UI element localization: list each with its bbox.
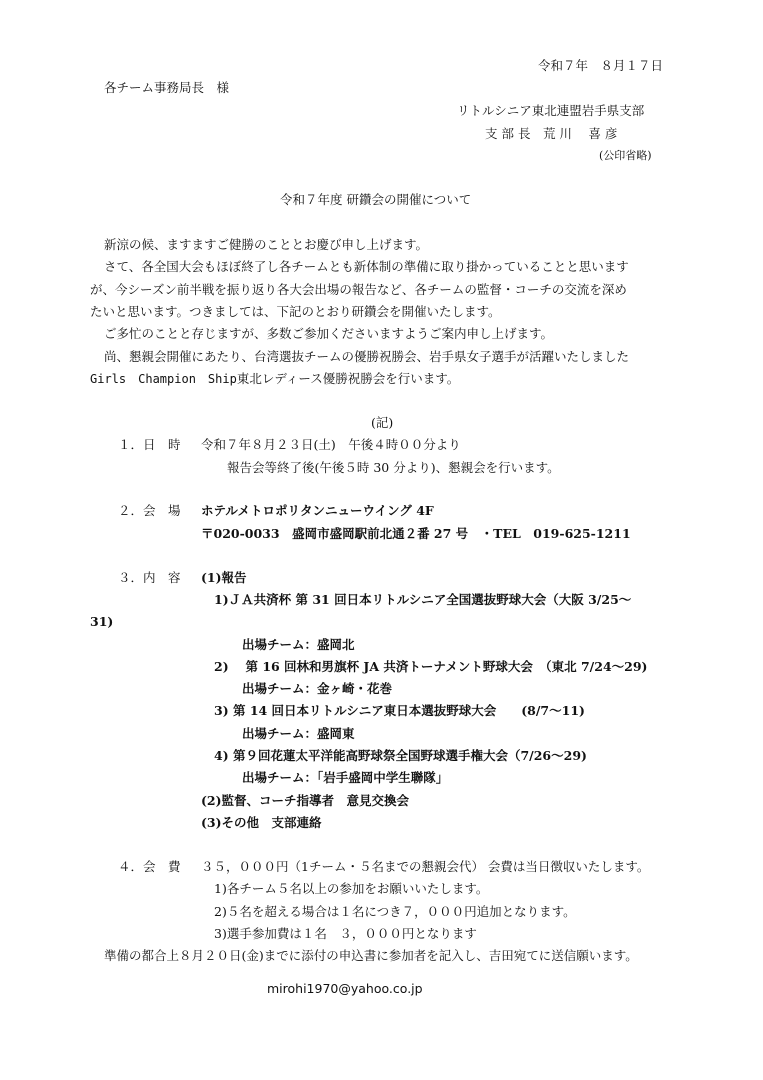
fee-note-2: 2)５名を超える場合は１名につき７，０００円追加となります。 — [214, 904, 576, 919]
tournament-4: 4) 第９回花蓮太平洋能高野球祭全国野球選手権大会（7/26～29) — [214, 748, 587, 763]
seal-note: (公印省略) — [599, 149, 652, 162]
sender-name: 支 部 長 荒 川 喜 彦 — [485, 126, 618, 141]
body-line-7-text: 東北レディース優勝祝勝会を行います。 — [236, 371, 460, 386]
item-content-label: ３．内 容 — [118, 570, 181, 585]
tournament-1-cont: 31) — [90, 614, 114, 629]
ki-heading: (記) — [371, 415, 394, 430]
tournament-1: 1)ＪＡ共済杯 第 31 回日本リトルシニア全国選抜野球大会（大阪 3/25～ — [214, 592, 632, 607]
tournament-1-team: 出場チーム：盛岡北 — [242, 637, 355, 652]
item-venue-line2: 〒020-0033 盛岡市盛岡駅前北通２番 27 号 ・TEL 019-625-1211 — [201, 526, 631, 541]
body-line-3: が、今シーズン前半戦を振り返り各大会出場の報告など、各チームの監督・コーチの交流を深め — [90, 282, 627, 297]
tournament-4-team: 出場チーム：｢岩手盛岡中学生聯隊｣ — [242, 770, 443, 785]
item-date-line2: 報告会等終了後(午後５時 30 分より)、懇親会を行います。 — [227, 460, 560, 475]
tournament-3-team: 出場チーム：盛岡東 — [242, 726, 355, 741]
body-line-4: たいと思います。つきましては、下記のとおり研鑽会を開催いたします。 — [90, 304, 501, 319]
letter-date: 令和７年 ８月１７日 — [538, 58, 664, 73]
item-venue-line1: ホテルメトロポリタンニューウイング 4F — [201, 503, 434, 518]
recipient: 各チーム事務局長 様 — [104, 80, 230, 95]
contact-email: mirohi1970@yahoo.co.jp — [267, 981, 423, 996]
body-line-6: 尚、懇親会開催にあたり、台湾選抜チームの優勝祝勝会、岩手県女子選手が活躍いたしました — [104, 349, 630, 364]
sender-org: リトルシニア東北連盟岩手県支部 — [457, 103, 645, 118]
report-heading: (1)報告 — [201, 570, 247, 585]
fee-note-3: 3)選手参加費は１名 ３，０００円となります — [214, 926, 477, 941]
sub-item-3: (3)その他 支部連絡 — [201, 815, 322, 830]
item-date-line1: 令和７年８月２３日(土) 午後４時００分より — [201, 437, 461, 452]
body-line-5: ご多忙のことと存じますが、多数ご参加くださいますようご案内申し上げます。 — [104, 326, 554, 341]
item-fee-line1: ３５，０００円（1チーム・５名までの懇親会代） 会費は当日徴収いたします。 — [201, 859, 650, 874]
fee-note-1: 1)各チーム５名以上の参加をお願いいたします。 — [214, 881, 489, 896]
body-line-2: さて、各全国大会もほぼ終了し各チームとも新体制の準備に取り掛かっていることと思います — [104, 259, 629, 274]
body-line-7 — [90, 371, 459, 387]
girls-champion-ship: Girls Champion Ship — [90, 372, 237, 386]
tournament-2: 2) 第 16 回林和男旗杯 JA 共済トーナメント野球大会 （東北 7/24～29) — [214, 659, 648, 674]
closing-note: 準備の都合上８月２０日(金)までに添付の申込書に参加者を記入し、吉田宛てに送信願います。 — [104, 948, 638, 963]
item-venue-label: ２．会 場 — [118, 503, 181, 518]
tournament-3: 3) 第 14 回日本リトルシニア東日本選抜野球大会 (8/7～11) — [214, 703, 585, 718]
item-date-label: １．日 時 — [118, 437, 181, 452]
item-fee-label: ４．会 費 — [118, 859, 181, 874]
letter-title: 令和７年度 研鑽会の開催について — [280, 192, 472, 207]
tournament-2-team: 出場チーム：金ヶ崎・花巻 — [242, 681, 393, 696]
sub-item-2: (2)監督、コーチ指導者 意見交換会 — [201, 793, 410, 808]
body-line-1: 新涼の候、ますますご健勝のこととお慶び申し上げます。 — [104, 237, 429, 252]
